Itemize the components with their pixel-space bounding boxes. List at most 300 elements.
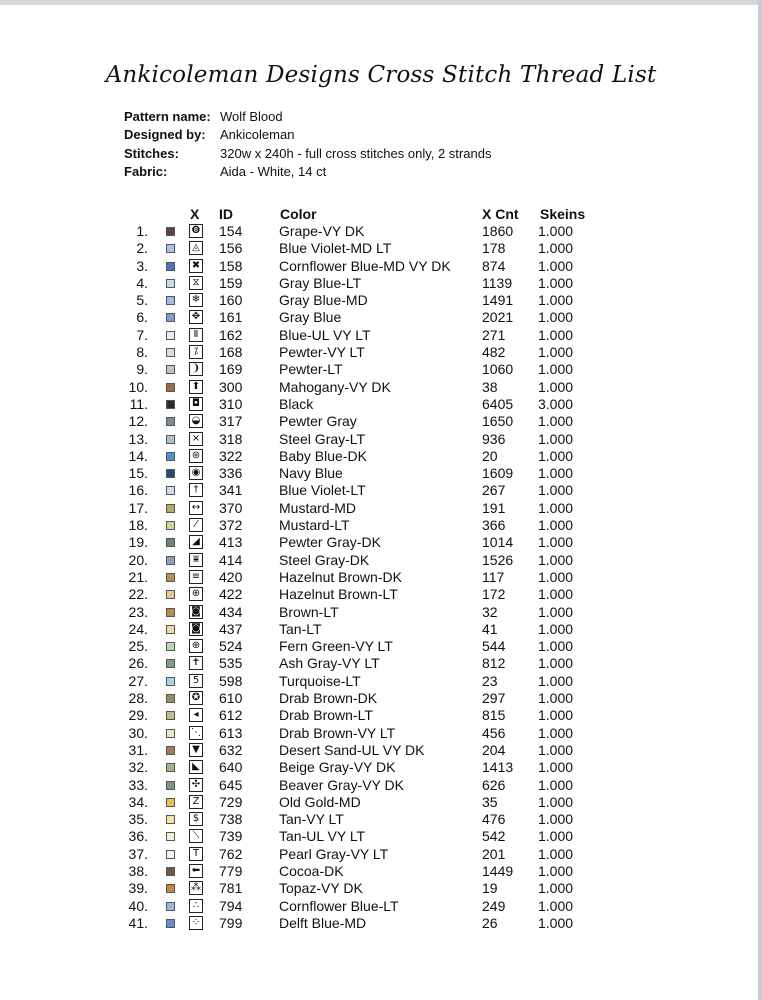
color-swatch [166,279,175,288]
fabric-row [124,164,491,182]
thread-color-name: Desert Sand-UL VY DK [279,741,425,758]
header-skeins: Skeins [540,206,586,222]
stitch-count: 20 [482,447,498,464]
stitch-count: 19 [482,880,498,897]
thread-color-name: Steel Gray-DK [279,551,370,568]
stitch-symbol: 5 [189,674,203,688]
stitch-symbol: ✣ [189,778,203,792]
thread-id: 310 [219,395,243,412]
thread-id: 161 [219,309,243,326]
row-number: 15. [128,465,148,482]
stitch-symbol: ⊕ [189,639,203,653]
stitch-count: 1650 [482,413,514,430]
thread-color-name: Pewter-LT [279,361,343,378]
color-swatch [166,435,175,444]
thread-id: 317 [219,413,243,430]
color-swatch [166,642,175,651]
skein-count: 1.000 [538,326,574,343]
table-row [0,465,762,482]
color-swatch [166,400,175,409]
color-swatch [166,850,175,859]
thread-id: 640 [219,759,243,776]
meta-value: 320w x 240h - full cross stitches only, 2 strands [220,145,492,161]
table-row [0,309,762,326]
skein-count: 1.000 [538,845,574,862]
thread-color-name: Black [279,395,314,412]
stitch-symbol: ✖ [189,259,203,273]
row-number: 23. [128,603,148,620]
thread-color-name: Baby Blue-DK [279,447,367,464]
row-number: 18. [128,517,148,534]
skein-count: 1.000 [538,776,574,793]
stitch-count: 366 [482,517,506,534]
color-swatch [166,746,175,755]
thread-color-name: Tan-UL VY LT [279,828,366,845]
color-swatch [166,711,175,720]
stitch-count: 936 [482,430,506,447]
thread-color-name: Gray Blue-MD [279,292,368,309]
table-row [0,292,762,309]
skein-count: 1.000 [538,517,574,534]
stitch-count: 544 [482,638,506,655]
stitch-symbol: ▼ [189,743,203,757]
meta-label: Stitches: [124,145,179,161]
table-row [0,431,762,448]
meta-label: Pattern name: [124,109,211,124]
thread-id: 729 [219,793,243,810]
skein-count: 1.000 [538,914,574,931]
stitch-symbol: ⬆ [189,380,203,394]
table-row [0,448,762,465]
table-row [0,707,762,724]
thread-color-name: Pewter Gray [279,413,357,430]
stitch-count: 23 [482,672,498,689]
stitch-symbol: ✝ [189,656,203,670]
thread-color-name: Pewter-VY LT [279,344,365,361]
color-swatch [166,590,175,599]
skein-count: 1.000 [538,361,574,378]
row-number: 30. [128,724,148,741]
stitch-count: 1609 [482,465,514,482]
skein-count: 1.000 [538,638,574,655]
row-number: 26. [128,655,148,672]
thread-id: 610 [219,690,243,707]
skein-count: 1.000 [538,292,574,309]
table-row [0,638,762,655]
table-row [0,604,762,621]
color-swatch [166,244,175,253]
skein-count: 1.000 [538,828,574,845]
table-row [0,534,762,551]
table-row [0,413,762,430]
stitch-symbol: ◂ [189,708,203,722]
table-row [0,690,762,707]
thread-id: 612 [219,707,243,724]
skein-count: 1.000 [538,257,574,274]
row-number: 37. [128,845,148,862]
row-number: 6. [136,309,148,326]
stitch-count: 812 [482,655,506,672]
skein-count: 1.000 [538,880,574,897]
skein-count: 1.000 [538,568,574,585]
thread-id: 372 [219,517,243,534]
stitch-symbol: ⟍ [189,829,203,843]
stitch-count: 117 [482,568,505,585]
thread-id: 162 [219,326,243,343]
stitch-count: 26 [482,914,498,931]
thread-id: 781 [219,880,243,897]
table-row [0,794,762,811]
stitch-count: 38 [482,378,498,395]
thread-color-name: Mustard-MD [279,499,357,516]
color-swatch [166,504,175,513]
skein-count: 1.000 [538,378,574,395]
row-number: 36. [128,828,148,845]
table-row [0,655,762,672]
thread-id: 762 [219,845,243,862]
thread-id: 156 [219,240,243,257]
thread-id: 524 [219,638,243,655]
stitch-count: 178 [482,240,506,257]
skein-count: 1.000 [538,741,574,758]
color-swatch [166,348,175,357]
row-number: 5. [136,292,148,309]
thread-color-name: Beige Gray-VY DK [279,759,396,776]
stitch-symbol: ⨯ [189,432,203,446]
stitch-count: 626 [482,776,506,793]
thread-id: 159 [219,274,243,291]
thread-id: 799 [219,914,243,931]
color-swatch [166,919,175,928]
table-row [0,742,762,759]
skein-count: 1.000 [538,759,574,776]
table-row [0,500,762,517]
header-id: ID [219,206,233,222]
row-number: 22. [128,586,148,603]
header-stitch-count: X Cnt [482,206,519,222]
table-row [0,223,762,240]
row-number: 3. [136,257,148,274]
stitch-symbol: ✪ [189,691,203,705]
color-swatch [166,884,175,893]
stitch-count: 542 [482,828,506,845]
thread-color-name: Ash Gray-VY LT [279,655,380,672]
stitch-symbol: ❩ [189,362,203,376]
table-row [0,863,762,880]
stitch-count: 476 [482,811,506,828]
thread-id: 160 [219,292,243,309]
table-row [0,586,762,603]
thread-color-name: Blue Violet-LT [279,482,366,499]
stitch-symbol: $ [189,812,203,826]
color-swatch [166,781,175,790]
skein-count: 1.000 [538,413,574,430]
thread-color-name: Hazelnut Brown-LT [279,586,398,603]
stitch-symbol: ⧖ [189,276,203,290]
stitch-count: 249 [482,897,506,914]
color-swatch [166,625,175,634]
meta-label: Designed by: [124,127,206,143]
stitch-count: 32 [482,603,498,620]
row-number: 31. [128,741,148,758]
stitch-symbol: T [189,847,203,861]
stitch-count: 297 [482,690,506,707]
skein-count: 1.000 [538,482,574,499]
header-color: Color [280,206,317,222]
stitch-symbol: † [189,483,203,497]
row-number: 38. [128,862,148,879]
skein-count: 1.000 [538,603,574,620]
pattern-name-row [124,109,491,127]
thread-table [0,223,762,932]
skein-count: 1.000 [538,430,574,447]
table-row [0,361,762,378]
skein-count: 1.000 [538,447,574,464]
skein-count: 1.000 [538,534,574,551]
thread-color-name: Gray Blue-LT [279,274,362,291]
skein-count: 1.000 [538,655,574,672]
color-swatch [166,417,175,426]
skein-count: 1.000 [538,223,574,239]
thread-id: 434 [219,603,243,620]
thread-color-name: Fern Green-VY LT [279,638,393,655]
stitch-symbol: ◙ [189,605,203,619]
meta-value: Ankicoleman [220,127,295,143]
thread-color-name: Pewter Gray-DK [279,534,381,551]
thread-id: 613 [219,724,243,741]
row-number: 25. [128,638,148,655]
meta-label: Fabric: [124,163,168,179]
thread-color-name: Pearl Gray-VY LT [279,845,389,862]
thread-id: 739 [219,828,243,845]
page-title: Ankicoleman Designs Cross Stitch Thread List [105,62,657,88]
thread-color-name: Drab Brown-LT [279,707,373,724]
stitch-symbol: ◒ [189,414,203,428]
stitch-symbol: ◉ [189,466,203,480]
color-swatch [166,608,175,617]
stitch-count: 201 [482,845,506,862]
table-row [0,915,762,932]
thread-color-name: Hazelnut Brown-DK [279,568,402,585]
row-number: 7. [136,326,148,343]
color-swatch [166,902,175,911]
stitch-count: 2021 [482,309,514,326]
table-row [0,811,762,828]
row-number: 19. [128,534,148,551]
row-number: 29. [128,707,148,724]
stitch-count: 1491 [482,292,514,309]
table-row [0,898,762,915]
thread-color-name: Beaver Gray-VY DK [279,776,405,793]
thread-id: 336 [219,465,243,482]
skein-count: 1.000 [538,309,574,326]
thread-id: 322 [219,447,243,464]
table-row [0,327,762,344]
thread-color-name: Gray Blue [279,309,342,326]
color-swatch [166,729,175,738]
stitch-symbol: ⊛ [189,449,203,463]
thread-color-name: Turquoise-LT [279,672,361,689]
row-number: 4. [136,274,148,291]
table-row [0,240,762,257]
thread-id: 169 [219,361,243,378]
thread-id: 341 [219,482,243,499]
row-number: 11. [129,395,148,412]
thread-color-name: Cornflower Blue-LT [279,897,399,914]
header-x: X [190,206,200,222]
color-swatch [166,573,175,582]
thread-id: 414 [219,551,243,568]
row-number: 2. [136,240,148,257]
stitch-symbol: ✥ [189,310,203,324]
row-number: 17. [128,499,148,516]
thread-color-name: Old Gold-MD [279,793,361,810]
stitch-symbol: ∴ [189,899,203,913]
thread-id: 738 [219,811,243,828]
thread-id: 300 [219,378,243,395]
row-number: 12. [128,413,148,430]
stitch-symbol: Z [189,795,203,809]
row-number: 13. [128,430,148,447]
skein-count: 1.000 [538,724,574,741]
stitch-symbol: ⊕ [189,587,203,601]
table-row [0,258,762,275]
stitch-symbol: ⁄ [189,518,203,532]
color-swatch [166,486,175,495]
color-swatch [166,659,175,668]
skein-count: 1.000 [538,465,574,482]
color-swatch [166,313,175,322]
stitch-symbol: ◘ [189,397,203,411]
thread-color-name: Tan-VY LT [279,811,344,828]
stitch-count: 6405 [482,395,514,412]
color-swatch [166,452,175,461]
color-swatch [166,365,175,374]
skein-count: 1.000 [538,586,574,603]
color-swatch [166,262,175,271]
color-swatch [166,296,175,305]
color-swatch [166,469,175,478]
stitch-count: 204 [482,741,506,758]
thread-color-name: Drab Brown-VY LT [279,724,396,741]
skein-count: 1.000 [538,499,574,516]
stitch-count: 456 [482,724,506,741]
thread-color-name: Mustard-LT [279,517,350,534]
designed-by-row [124,127,491,145]
stitch-symbol: ⁂ [191,882,201,894]
stitch-symbol: ⩸ [189,553,203,567]
row-number: 24. [128,620,148,637]
skein-count: 1.000 [538,344,574,361]
row-number: 21. [128,568,148,585]
thread-color-name: Mahogany-VY DK [279,378,391,395]
thread-id: 370 [219,499,243,516]
row-number: 32. [128,759,148,776]
color-swatch [166,556,175,565]
color-swatch [166,798,175,807]
stitch-symbol: ◙ [189,622,203,636]
color-swatch [166,227,175,236]
row-number: 14. [128,447,148,464]
table-row [0,517,762,534]
stitch-symbol: Ⅱ [189,328,203,342]
thread-color-name: Delft Blue-MD [279,914,367,931]
stitch-symbol: ⬅ [189,864,203,878]
stitch-count: 482 [482,344,506,361]
table-row [0,673,762,690]
thread-id: 598 [219,672,243,689]
table-row [0,482,762,499]
thread-id: 168 [219,344,243,361]
skein-count: 3.000 [538,395,574,412]
color-swatch [166,331,175,340]
stitch-symbol: ≡ [189,570,203,584]
row-number: 1. [136,223,148,239]
stitch-symbol: ❽ [189,224,203,238]
stitches-row [124,146,491,164]
row-number: 34. [128,793,148,810]
row-number: 27. [128,672,148,689]
stitch-count: 1449 [482,862,514,879]
skein-count: 1.000 [538,793,574,810]
stitch-symbol: ◣ [189,760,203,774]
skein-count: 1.000 [538,240,574,257]
thread-id: 794 [219,897,243,914]
row-number: 16. [128,482,148,499]
skein-count: 1.000 [538,620,574,637]
stitch-count: 1413 [482,759,514,776]
table-row [0,396,762,413]
thread-color-name: Steel Gray-LT [279,430,366,447]
color-swatch [166,763,175,772]
row-number: 10. [128,378,148,395]
table-row [0,777,762,794]
table-row [0,552,762,569]
table-row [0,846,762,863]
row-number: 41. [128,914,148,931]
row-number: 9. [136,361,148,378]
stitch-count: 815 [482,707,506,724]
thread-color-name: Cornflower Blue-MD VY DK [279,257,451,274]
stitch-count: 1060 [482,361,514,378]
stitch-symbol: ⁘ [189,916,203,930]
skein-count: 1.000 [538,274,574,291]
color-swatch [166,867,175,876]
color-swatch [166,677,175,686]
pattern-info [124,109,491,182]
color-swatch [166,383,175,392]
skein-count: 1.000 [538,862,574,879]
thread-id: 645 [219,776,243,793]
thread-color-name: Brown-LT [279,603,339,620]
thread-id: 413 [219,534,243,551]
thread-color-name: Blue-UL VY LT [279,326,371,343]
table-row [0,569,762,586]
meta-value: Aida - White, 14 ct [220,163,327,179]
thread-color-name: Cocoa-DK [279,862,344,879]
thread-id: 437 [219,620,243,637]
thread-color-name: Blue Violet-MD LT [279,240,392,257]
row-number: 28. [128,690,148,707]
skein-count: 1.000 [538,672,574,689]
thread-color-name: Navy Blue [279,465,343,482]
table-row [0,344,762,361]
table-row [0,828,762,845]
color-swatch [166,538,175,547]
skein-count: 1.000 [538,707,574,724]
color-swatch [166,832,175,841]
skein-count: 1.000 [538,811,574,828]
